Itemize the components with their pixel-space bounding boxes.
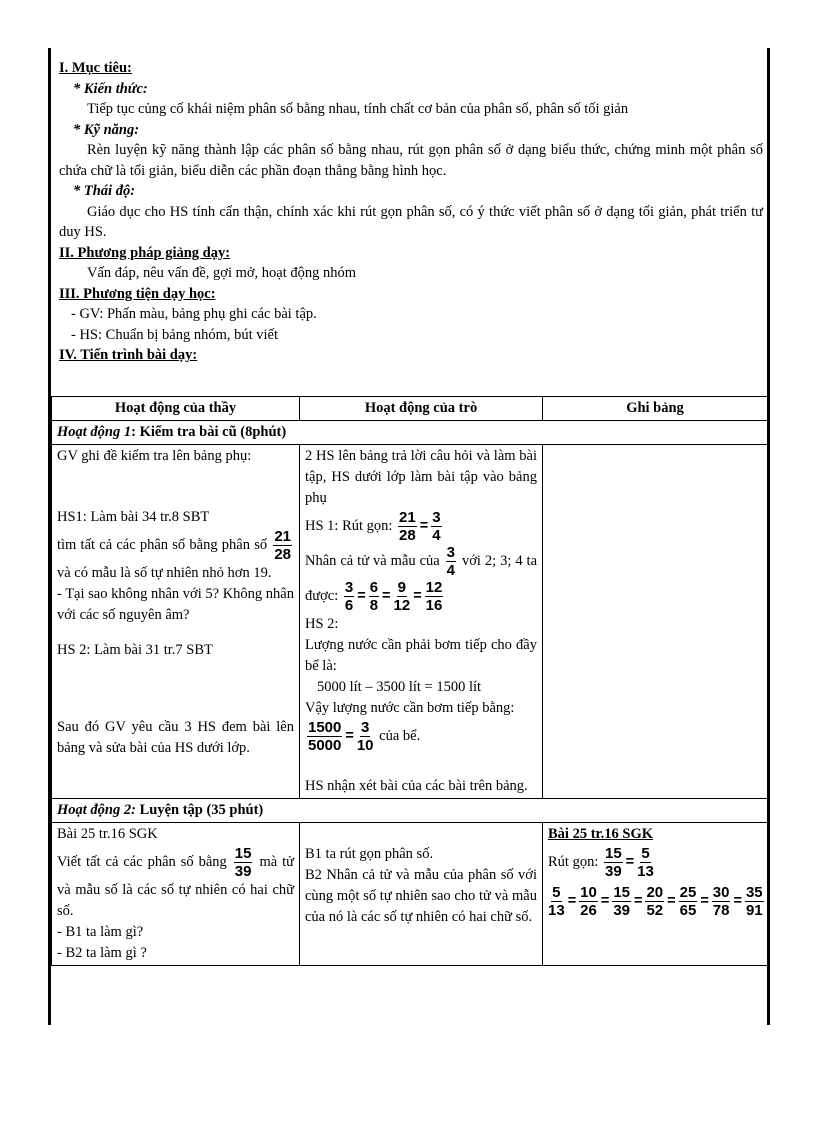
document-page [48,48,770,1025]
fraction-15-39: $\frac{15}{39}$ [234,845,252,880]
section-4-title: IV. Tiến trình bài dạy: [59,347,198,363]
attitude-text: Giáo dục cho HS tính cẩn thận, chính xác khi rút gọn phân số, có ý thức viết phân số ở dạng tối giản, phát triển tư duy HS. [59,203,763,240]
fraction-3-6: $\frac{3}{6}$ [344,579,354,614]
fraction-5-13: $\frac{5}{13}$ [548,884,565,919]
header-student: Hoạt động của trò [300,397,543,421]
activity-1-student: 2 HS lên bảng trả lời câu hỏi và làm bài tập, HS dưới lớp làm bài tập vào bảng phụ HS 1: Rút gọn: $\frac{21}{28}$ = $\frac{3}{4}$ Nhân cả tử và mẫu của $\frac{3}{4}$ với 2; 3; 4 ta được: $\frac{3}{6}$ = $\frac{6}{8}$ = $\frac{9}{12}$ = $\frac{12}{16}$ HS 2: Lượng nước cần phải bơm tiếp cho đầy bể là: 5000 lít – 3500 lít = 1500 lít Vậy lượng nước cần bơm tiếp bằng: $\frac{1500}{5000}$ = $\frac{3}{10}$ của bể. HS nhận xét bài của các bài trên bảng. [300,445,543,799]
activity-2-content [52,823,768,966]
fraction-3-4: $\frac{3}{4}$ [432,509,441,544]
fraction-3-4: $\frac{3}{4}$ [446,544,456,579]
student-materials: - HS: Chuẩn bị bảng nhóm, bút viết [71,326,279,343]
knowledge-label: * Kiến thức: [73,80,148,97]
activity-2-row [52,799,768,823]
activity-1-content [52,445,768,799]
fraction-6-8: $\frac{6}{8}$ [369,579,379,614]
teacher-materials: - GV: Phấn màu, bảng phụ ghi các bài tập. [71,306,317,322]
fraction-20-52: $\frac{20}{52}$ [646,884,664,919]
fraction-1500-5000: $\frac{1500}{5000}$ [308,719,342,754]
activity-1-board [543,445,768,799]
fraction-30-78: $\frac{30}{78}$ [712,884,730,919]
header-teacher: Hoạt động của thầy [52,397,300,421]
fraction-5-13: $\frac{5}{13}$ [637,845,654,880]
skills-text: Rèn luyện kỹ năng thành lập các phân số bằng nhau, rút gọn phân số ở dạng biểu thức, chứng minh một phân số chứa chữ là tối giản, biểu diễn các phần đoạn thẳng bằng hình học. [59,142,763,179]
knowledge-text: Tiếp tục củng cố khái niệm phân số bằng nhau, tính chất cơ bản của phân số, phân số tối giản [87,101,629,117]
fraction-35-91: $\frac{35}{91}$ [745,884,763,919]
fraction-15-39: $\frac{15}{39}$ [613,884,630,919]
activity-1-title: Hoạt động 1: Kiểm tra bài cũ (8phút) [52,421,768,445]
section-3-title: III. Phương tiện dạy học: [59,285,216,302]
activity-1-teacher: GV ghi đề kiểm tra lên bảng phụ: HS1: Làm bài 34 tr.8 SBT tìm tất cả các phân số bằng phân số $\frac{21}{28}$ và có mẫu là số tự nhiên nhỏ hơn 19. - Tại sao không nhân với 5? Không nhân với các số nguyên âm? HS 2: Làm bài 31 tr.7 SBT Sau đó GV yêu cầu 3 HS đem bài lên bảng và sửa bài của HS dưới lớp. [52,445,300,799]
equivalent-fractions: $\frac{5}{13}$ = $\frac{10}{26}$ = $\frac{15}{39}$ = $\frac{20}{52}$ = $\frac{25}{65}$ = $\frac{30}{78}$ = $\frac{35}{91}$ [548,884,763,919]
fraction-12-16: $\frac{12}{16}$ [425,579,443,614]
activity-2-title: Hoạt động 2: Luyện tập (35 phút) [52,799,768,823]
fraction-25-65: $\frac{25}{65}$ [679,884,697,919]
skills-label: * Kỹ năng: [73,121,140,138]
table-header-row [52,397,768,421]
fraction-15-39: $\frac{15}{39}$ [604,845,622,880]
fraction-21-28: $\frac{21}{28}$ [399,509,416,544]
fraction-21-28: $\frac{21}{28}$ [274,528,291,563]
activity-2-student: B1 ta rút gọn phân số. B2 Nhân cả tử và mẫu của phân số với cùng một số tự nhiên sao cho tử và mẫu của nó là các số tự nhiên có hai chữ số. [300,823,543,966]
attitude-label: * Thái độ: [73,183,136,199]
activity-1-row [52,421,768,445]
lesson-objectives [59,58,763,366]
header-board: Ghi bảng [543,397,768,421]
section-1-title: I. Mục tiêu: [59,60,132,76]
activity-2-teacher: Bài 25 tr.16 SGK Viết tất cả các phân số bằng $\frac{15}{39}$ mà tử và mẫu số là các số tự nhiên có hai chữ số. - B1 ta làm gì? - B2 ta làm gì ? [52,823,300,966]
activity-2-board: Bài 25 tr.16 SGK Rút gọn: $\frac{15}{39}$ = $\frac{5}{13}$ $\frac{5}{13}$ = $\frac{10}{26}$ = $\frac{15}{39}$ = $\frac{20}{52}$ = $\frac{25}{65}$ = $\frac{30}{78}$ = $\frac{35}{91}$ [543,823,768,966]
fraction-10-26: $\frac{10}{26}$ [580,884,597,919]
lesson-table [51,396,768,966]
fraction-9-12: $\frac{9}{12}$ [393,579,411,614]
method-text: Vấn đáp, nêu vấn đề, gợi mở, hoạt động nhóm [87,265,357,281]
fraction-3-10: $\frac{3}{10}$ [356,719,374,754]
section-2-title: II. Phương pháp giảng dạy: [59,244,231,261]
